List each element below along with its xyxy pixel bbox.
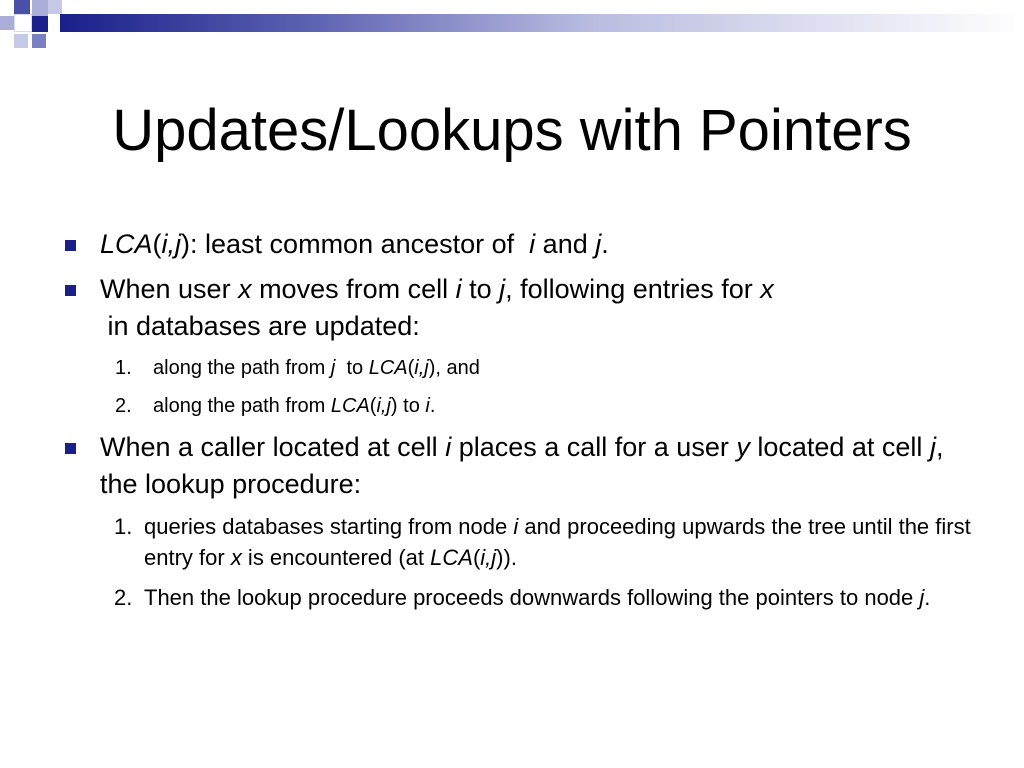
deco-square [0,16,14,30]
square-bullet-icon [65,240,76,251]
slide-content [58,226,978,622]
square-bullet-icon [65,443,76,454]
sub-item-text: queries databases starting from node i and proceeding upwards the tree until the first entry for x is encountered (at LCA(i,j)). [144,514,977,570]
bullet-item [58,429,978,503]
square-bullet-icon [65,285,76,296]
bullet-item [58,226,978,263]
list-item: 2. Then the lookup procedure proceeds downwards following the pointers to node j. [58,582,978,613]
bullet-text: When user x moves from cell i to j, following entries for x in databases are updated: [100,274,774,341]
numbered-sublist [58,511,978,613]
deco-square [32,16,48,32]
bullet-item [58,271,978,345]
slide-title: Updates/Lookups with Pointers [112,98,912,163]
header-gradient-band [60,14,1024,32]
list-item: 1. queries databases starting from node i and proceeding upwards the tree until the first entry for x is encountered (at LCA(i,j)). [58,511,978,573]
list-item: 2. along the path from LCA(i,j) to i. [58,391,978,421]
numbered-sublist [58,353,978,421]
header-decoration [0,0,1024,64]
deco-square [32,34,46,48]
list-item: 1. along the path from j to LCA(i,j), and [58,353,978,383]
deco-square [32,0,48,16]
sub-item-text: Then the lookup procedure proceeds downwards following the pointers to node j. [144,585,931,610]
sub-item-text: along the path from LCA(i,j) to i. [153,395,436,417]
deco-square [14,34,28,48]
bullet-text: When a caller located at cell i places a call for a user y located at cell j, the lookup procedure: [100,432,944,499]
deco-square [14,14,32,32]
deco-square [48,0,62,14]
bullet-text: LCA(i,j): least common ancestor of i and j. [100,229,609,259]
sub-item-text: along the path from j to LCA(i,j), and [153,357,480,379]
